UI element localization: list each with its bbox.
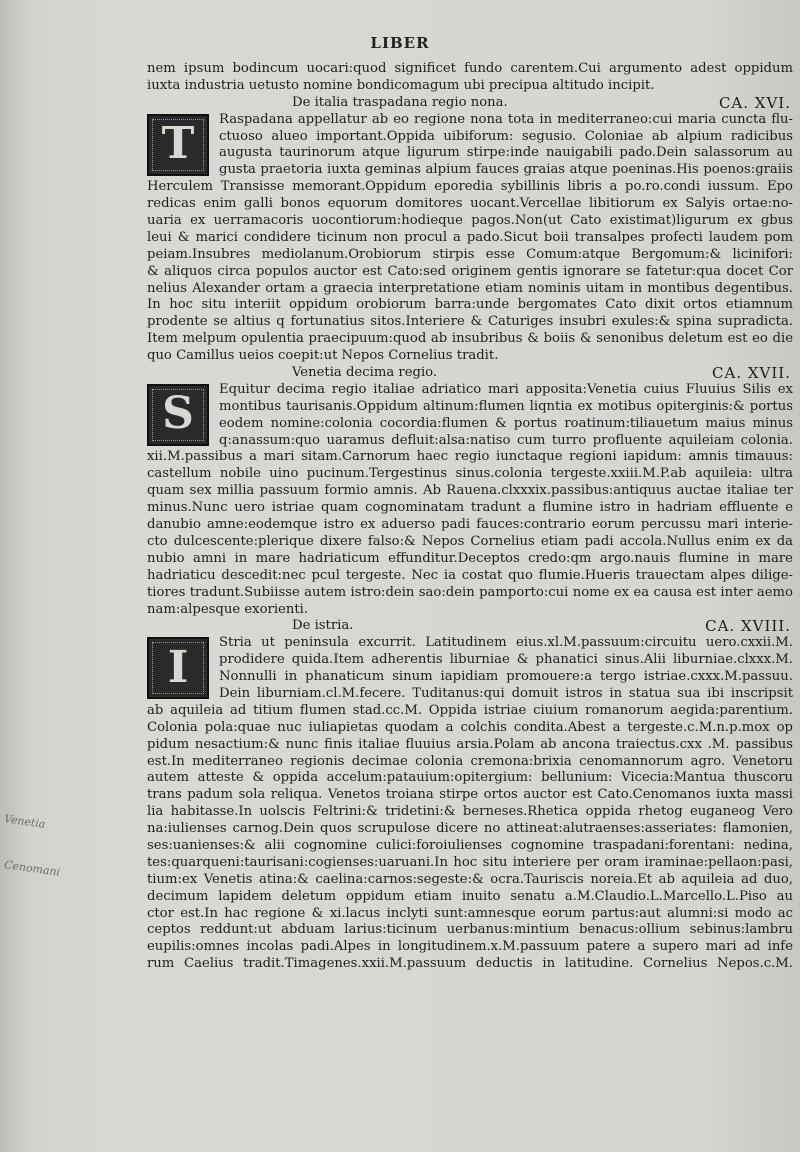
- intro-line: nem ipsum bodincum uocari:quod significet fundo carentem.Cui argumento adest oppidum: [147, 61, 793, 76]
- text-line: gusta praetoria iuxta geminas alpium fauces graias atque poeninas.His poenos:graiis: [219, 162, 793, 178]
- text-line: rum Caelius tradit.Timagenes.xxii.M.passuum deductis in latitudine. Cornelius Nepos.c.M.: [147, 956, 793, 972]
- margin-note-1: Venetia: [3, 812, 47, 831]
- text-line: leui & marici condidere ticinum non procul a pado.Sicut boii transalpes profecti laudem pom: [147, 229, 793, 245]
- text-line: Raspadana appellatur ab eo regione nona tota in mediterraneo:cui maria cuncta flu-: [219, 111, 793, 127]
- chapter-number: CA. XVIII.: [705, 617, 791, 636]
- chapter-heading: [147, 365, 793, 382]
- text-line: quo Camillus ueios coepit:ut Nepos Cornelius tradit.: [147, 348, 499, 364]
- text-line: danubio amne:eodemque istro ex aduerso padi fauces:contrario eorum percussu mari interie-: [147, 517, 793, 533]
- margin-note-2: Cenomani: [3, 858, 61, 879]
- text-line: Colonia pola:quae nuc iuliapietas quodam a colchis condita.Abest a tergeste.c.M.n.p.mox op: [147, 719, 793, 735]
- text-line: na:iulienses carnog.Dein quos scrupulose dicere no attineat:alutraenses:asseriates: flamonien,: [147, 821, 793, 837]
- text-line: hadriaticu descedit:nec pcul tergeste. Nec ia costat quo flumie.Hueris trauectam alpes dilige-: [147, 567, 793, 583]
- text-line: Nonnulli in phanaticum sinum iapidiam promouere:a tergo istriae.cxxx.M.passuu.: [219, 669, 793, 685]
- text-line: Stria ut peninsula excurrit. Latitudinem eius.xl.M.passuum:circuitu uero.cxxii.M.: [219, 635, 793, 651]
- text-line: nubio amni in mare hadriaticum effunditur.Deceptos credo:qm argo.nauis flumine in mare: [147, 550, 793, 566]
- text-line: Herculem Transisse memorant.Oppidum eporedia sybillinis libris a po.ro.condi iussum. Epo: [147, 179, 793, 195]
- text-line: redicas enim galli bonos equorum domitores uocant.Vercellae libitiorum ex Salyis ortae:no-: [147, 196, 793, 212]
- chapter-body: [147, 382, 793, 618]
- text-line: montibus taurisanis.Oppidum altinum:flumen liqntia ex motibus opiterginis:& portus: [219, 398, 793, 414]
- text-line: tiores tradunt.Subiisse autem istro:dein sao:dein pamporto:cui nome ex ea causa est inter aemo: [147, 584, 793, 600]
- text-line: uaria ex uerramacoris uocontiorum:hodieque pagos.Non(ut Cato existimat)ligurum ex gbus: [147, 213, 793, 229]
- text-line: q:anassum:quo uaramus defluit:alsa:natiso cum turro profluente aquileiam colonia.: [219, 432, 793, 448]
- text-line: lia habitasse.In uolscis Feltrini:& tridetini:& berneses.Rhetica oppida rhetog euganeog Vero: [147, 804, 793, 820]
- text-line: decimum lapidem deletum oppidum etiam inuito senatu a.M.Claudio.L.Marcello.L.Piso au: [147, 888, 793, 904]
- chapter-title: Venetia decima regio.: [292, 365, 438, 381]
- chapter-heading: [147, 95, 793, 112]
- text-line: augusta taurinorum atque ligurum stirpe:inde nauigabili pado.Dein salassorum au: [219, 145, 793, 161]
- chapter-number: CA. XVI.: [718, 93, 791, 112]
- text-line: ceptos reddunt:ut abduam larius:ticinum uerbanus:mintium benacus:ollium sebinus:lambru: [147, 922, 793, 938]
- decorated-initial: T: [147, 114, 209, 176]
- text-line: ctor est.In hac regione & xi.lacus inclyti sunt:amnesque eorum partus:aut alumni:si modo ac: [147, 905, 793, 921]
- intro-line: iuxta industria uetusto nomine bondicomagum ubi precipua altitudo incipit.: [147, 77, 655, 93]
- text-line: minus.Nunc uero istriae quam cognominatam tradunt a flumine istro in hadriam effluente e: [147, 500, 793, 516]
- text-line: nelius Alexander ortam a graecia interpretatione etiam nominis uitam in montibus degentibus.: [147, 280, 793, 296]
- chapter-title: De istria.: [292, 618, 354, 634]
- text-line: nam:alpesque exorienti.: [147, 601, 309, 617]
- text-line: eodem nomine:colonia cocordia:flumen & portus roatinum:tiliauetum maius minus: [219, 415, 793, 431]
- running-head: LIBER: [370, 34, 430, 52]
- chapter-body: [147, 112, 793, 365]
- text-line: prodidere quida.Item adherentis liburniae & phanatici sinus.Alii liburniae.clxxx.M.: [219, 652, 793, 668]
- chapter-body: [147, 635, 793, 973]
- chapter-number: CA. XVII.: [712, 364, 791, 383]
- text-line: trans padum sola reliqua. Venetos troiana stirpe ortos auctor est Cato.Cenomanos iuxta massi: [147, 787, 793, 803]
- text-line: Item melpum opulentia praecipuum:quod ab insubribus & boiis & senonibus deletum est eo die: [147, 331, 793, 347]
- text-line: tes:quarqueni:taurisani:cogienses:uaruani.In hoc situ interiere per oram iraminae:pellaon:pasi,: [147, 854, 793, 870]
- text-line: Equitur decima regio italiae adriatico mari apposita:Venetia cuius Fluuius Silis ex: [219, 381, 793, 397]
- chapter-title: De italia traspadana regio nona.: [292, 94, 508, 110]
- text-line: prodente se altius q fortunatius sitos.Interiere & Caturiges insubri exules:& spina supradicta.: [147, 314, 793, 330]
- text-line: ses:uanienses:& alii cognomine culici:foroiulienses cognomine traspadani:forentani: nedina,: [147, 837, 793, 853]
- text-line: peiam.Insubres mediolanum.Orobiorum stirpis esse Comum:atque Bergomum:& licinifori:: [147, 246, 793, 262]
- text-line: autem atteste & oppida accelum:patauium:opitergium: bellunium: Vicecia:Mantua thuscoru: [147, 770, 793, 786]
- decorated-initial: S: [147, 384, 209, 446]
- text-line: xii.M.passibus a mari sitam.Carnorum haec regio iunctaque regioni iapidum: amnis timauus:: [147, 449, 793, 465]
- text-line: eupilis:omnes incolas padi.Alpes in longitudinem.x.M.passuum patere a supero mari ad infe: [147, 939, 793, 955]
- text-line: tium:ex Venetis atina:& caelina:carnos:segeste:& ocra.Tauriscis noreia.Et ab aquileia ad duo,: [147, 871, 793, 887]
- text-line: quam sex millia passuum formio amnis. Ab Rauena.clxxxix.passibus:antiquus auctae italiae ter: [147, 483, 793, 499]
- chapter-heading: [147, 618, 793, 635]
- text-line: cto dulcescente:plerique dixere falso:& Nepos Cornelius etiam padi accola.Nullus enim ex da: [147, 533, 793, 549]
- text-line: Dein liburniam.cl.M.fecere. Tuditanus:qui domuit istros in statua sua ibi inscripsit: [219, 685, 793, 701]
- text-line: est.In mediterraneo regionis decimae colonia cremona:brixia cenomannorum agro. Venetoru: [147, 753, 793, 769]
- text-line: pidum nesactium:& nunc finis italiae fluuius arsia.Polam ab ancona traiectus.cxx .M. passibus: [147, 736, 793, 752]
- text-block: [147, 61, 793, 973]
- text-line: ab aquileia ad titium flumen stad.cc.M. Oppida istriae ciuium romanorum aegida:parentium.: [147, 702, 793, 718]
- decorated-initial: I: [147, 637, 209, 699]
- text-line: ctuoso alueo important.Oppida uibiforum: segusio. Coloniae ab alpium radicibus: [219, 128, 793, 144]
- text-line: In hoc situ interiit oppidum orobiorum barra:unde bergomates Cato dixit ortos etiamnum: [147, 297, 793, 313]
- text-line: castellum nobile uino pucinum.Tergestinus sinus.colonia tergeste.xxiii.M.P.ab aquileia: ultra: [147, 466, 793, 482]
- text-line: & aliquos circa populos auctor est Cato:sed originem gentis ignorare se fatetur:qua docet Cor: [147, 263, 793, 279]
